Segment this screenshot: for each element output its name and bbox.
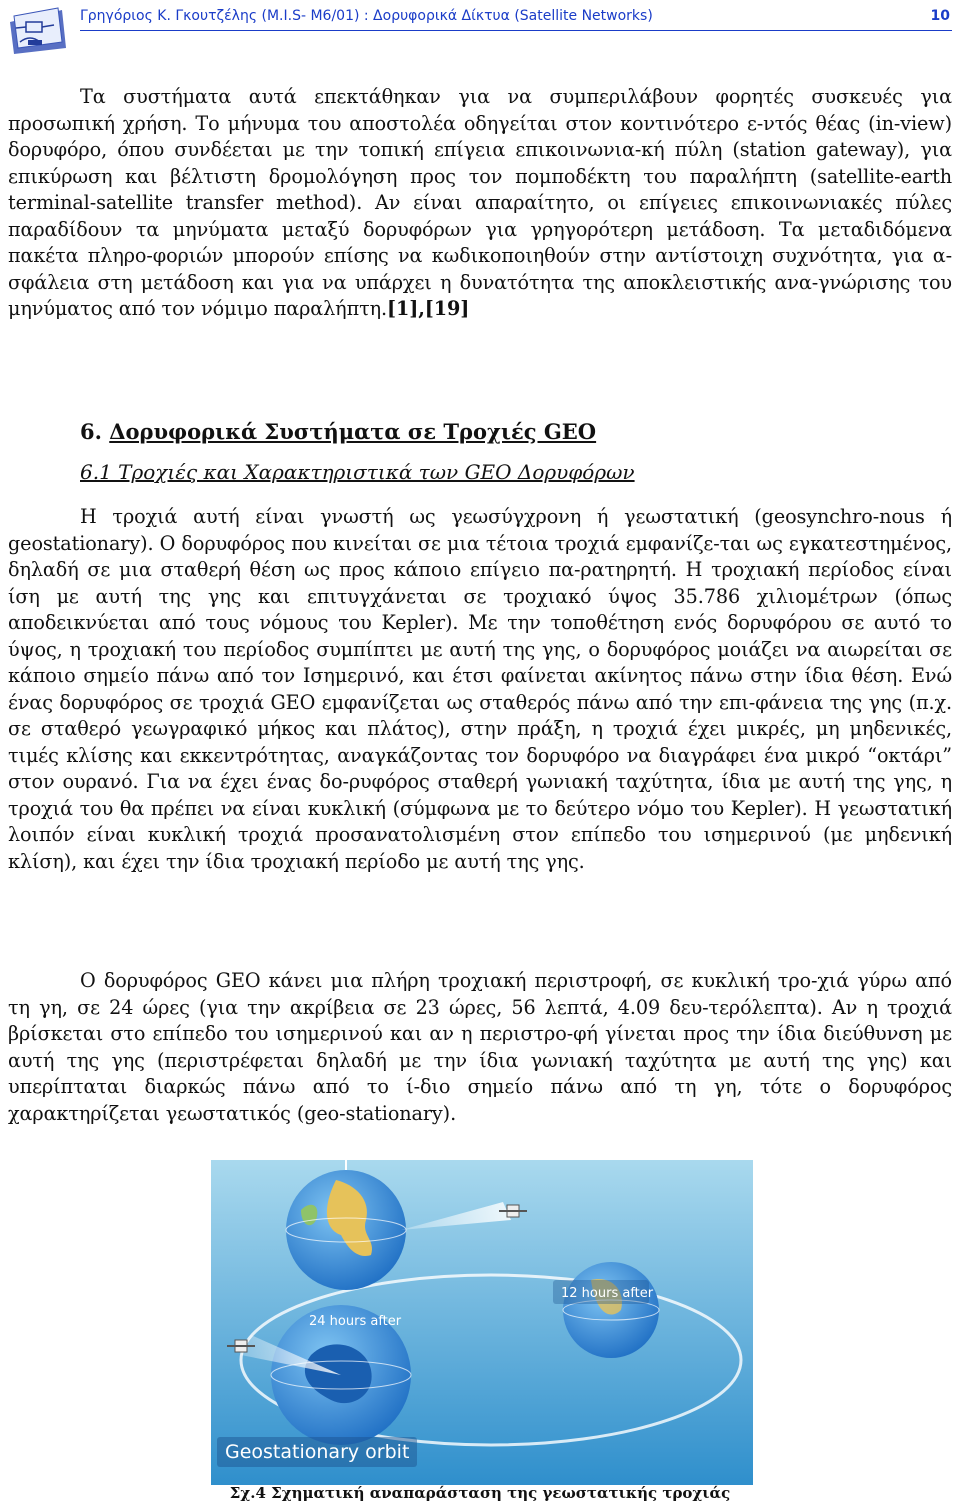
orbit-illustration — [211, 1160, 753, 1485]
label-12-hours: 12 hours after — [561, 1286, 654, 1301]
citation-ref: [1],[19] — [387, 297, 470, 320]
page-header — [0, 0, 960, 60]
paragraph-3: Ο δορυφόρος GEO κάνει μια πλήρη τροχιακή περιστροφή, σε κυκλική τρο-χιά γύρω από τη γη, σε 24 ώρες (για την ακρίβεια σε 23 ώρες, 56 λεπτά, 4.09 δευ-τερόλεπτα). Αν η τροχιά βρίσκεται στο επίπεδο του ισημερινού και αν η περιστρο-φή γίνεται προς την ίδια διεύθυνση με αυτή της γης (περιστρέφεται δηλαδή με την ίδια γωνιακή ταχύτητα με αυτή της γης) και υπερίπταται διαρκώς πάνω από το ί-διο σημείο πάνω από τη γη, τότε ο δορυφόρος χαρακτηρίζεται γεωστατικός (geo-stationary). — [8, 969, 952, 1125]
geostationary-orbit-figure — [211, 1160, 753, 1485]
paragraph-1-text: Τα συστήματα αυτά επεκτάθηκαν για να συμπεριλάβουν φορητές συσκευές για προσωπική χρήση. Το μήνυμα του αποστολέα οδηγείται στον κοντινότερο ε-ντός θέας (in-view) δορυφόρο, όπου συνδέεται με την τοπική επίγεια επικοινωνια-κή πύλη (station gateway), για επικύρωση και βέλτιστη δρομολόγηση προς τον πομποδέκτη του παραλήπτη (satellite-earth terminal-satellite transfer method). Αν είναι απαραίτητο, οι επίγειες επικοινωνιακές πύλες παραδίδουν τα μηνύματα μεταξύ δορυφόρων για γρηγορότερη μετάδοση. Τα μεταδιδόμενα πακέτα πληρο-φοριών μπορούν επίσης να κωδικοποιηθούν στην αντίστοιχη συχνότητα, για α-σφάλεια στη μετάδοση και για να υπάρχει η δυνατότητα της αποκλειστικής ανα-γνώρισης του μηνύματος από τον νόμιμο παραλήπτη. — [8, 85, 952, 320]
page-number: 10 — [930, 8, 950, 24]
paragraph-1 — [8, 84, 952, 323]
satellite-logo-icon — [4, 2, 68, 58]
label-24-hours: 24 hours after — [309, 1314, 402, 1329]
section-6-number: 6. — [80, 419, 102, 444]
section-heading-6 — [80, 419, 596, 444]
subsection-heading-6-1: 6.1 Τροχιές και Χαρακτηριστικά των GEO Δορυφόρων — [80, 460, 635, 484]
figure-caption: Σχ.4 Σχηματική αναπαράσταση της γεωστατικής τροχιάς — [229, 1484, 731, 1502]
section-6-title: Δορυφορικά Συστήματα σε Τροχιές GEO — [109, 419, 597, 444]
header-title: Γρηγόριος Κ. Γκουτζέλης (Μ.Ι.S- M6/01) : Δορυφορικά Δίκτυα (Satellite Networks) — [80, 8, 653, 24]
label-geostationary-orbit: Geostationary orbit — [225, 1441, 410, 1463]
paragraph-2: Η τροχιά αυτή είναι γνωστή ως γεωσύγχρονη ή γεωστατική (geosynchro-nous ή geostationary). Ο δορυφόρος που κινείται σε μια τέτοια τροχιά εμφανίζε-ται ως εγκατεστημένος, δηλαδή σε μια σταθερή θέση ως προς κάποιο επίγειο πα-ρατηρητή. Η τροχιακή περίοδος είναι ίση με αυτή της γης και επιτυγχάνεται σε τροχιακό ύψος 35.786 χιλιομέτρων (όπως αποδεικνύεται από τους νόμους του Kepler). Με την τοποθέτηση ενός δορυφόρου σε αυτό το ύψος, η τροχιακή του περίοδος συμπίπτει με αυτή της γης, ο δορυφόρος μοιάζει να αιωρείται σε κάποιο σημείο πάνω από τον Ισημερινό, και έτσι φαίνεται ακίνητος πάνω στην ίδια θέση. Ενώ ένας δορυφόρος σε τροχιά GEO εμφανίζεται ως σταθερός πάνω από την επι-φάνεια της γης (π.χ. σε σταθερό γεωγραφικό μήκος και πλάτος), στην πράξη, η τροχιά έχει μικρές, μη μηδενικές, τιμές κλίσης και εκκεντρότητας, αναγκάζοντας τον δορυφόρο να διαγράφει ένα μικρό “οκτάρι” στον ουρανό. Για να έχει ένας δο-ρυφόρος σταθερή γωνιακή ταχύτητα, ίδια με αυτή της γης, η τροχιά του θα πρέπει να είναι κυκλική (σύμφωνα με το δεύτερο νόμο του Kepler). Η γεωστατική λοιπόν είναι κυκλική τροχιά προσανατολισμένη στον επίπεδο του ισημερινού (με μηδενική κλίση), και έχει την ίδια τροχιακή περίοδο με αυτή της γης. — [8, 505, 952, 873]
header-divider — [80, 30, 952, 31]
globe-middle — [563, 1262, 659, 1358]
